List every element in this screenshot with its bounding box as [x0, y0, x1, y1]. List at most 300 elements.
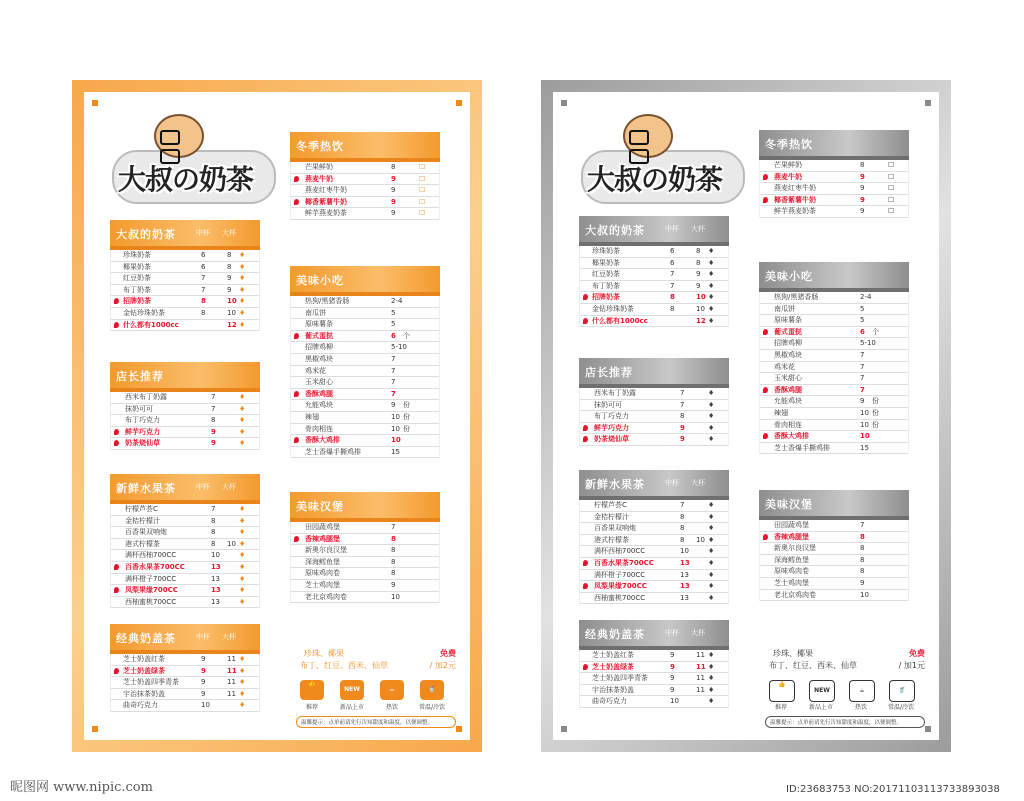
menu-item-row	[760, 172, 908, 184]
item-name: 满杯西柚700CC	[594, 547, 646, 556]
section-title: 美味汉堡	[765, 498, 813, 511]
item-price: 9	[860, 184, 865, 193]
item-name: 布丁巧克力	[594, 412, 629, 421]
item-price: 9	[391, 209, 396, 218]
item-name: 鲜芋巧克力	[125, 427, 160, 436]
section-title: 美味小吃	[765, 270, 813, 283]
drop-icon: ♦	[239, 404, 246, 413]
drop-icon: ♦	[708, 389, 715, 397]
section-header	[290, 266, 440, 296]
price-large: 11	[696, 674, 705, 683]
item-name: 西米布丁奶露	[125, 393, 167, 401]
menu-item-row	[580, 512, 728, 524]
section-burgers	[290, 492, 440, 603]
menu-rows	[290, 522, 440, 603]
menu-item-row	[760, 520, 908, 532]
item-price: 7	[680, 501, 685, 509]
section-header	[110, 624, 260, 654]
item-price: 7	[391, 366, 396, 375]
item-price: 9	[391, 401, 396, 410]
item-name: 鲜芋燕麦奶茶	[305, 209, 347, 218]
item-price: 8	[860, 532, 865, 541]
item-name: 芝士奶盖红茶	[592, 651, 634, 659]
drop-icon: ♦	[708, 304, 715, 313]
item-name: 芝士鸡肉堡	[305, 580, 340, 589]
item-name: 老北京鸡肉卷	[305, 592, 347, 601]
item-price: 8	[680, 412, 685, 421]
toppings-info	[765, 648, 925, 672]
drop-icon: ♦	[239, 689, 246, 698]
item-name: 玉米甜心	[774, 374, 802, 383]
drop-icon: ♦	[239, 285, 246, 294]
menu-item-row	[291, 424, 439, 436]
menu-item-row	[580, 581, 728, 593]
price-medium: 7	[670, 281, 675, 290]
legend-label: 新品上市	[339, 704, 364, 711]
item-price: 7	[211, 393, 216, 401]
item-price: 9	[860, 195, 865, 204]
legend-label: 热饮	[385, 704, 398, 711]
drop-icon: ♦	[239, 666, 246, 675]
item-price: 9	[680, 423, 685, 432]
item-price: 5	[391, 308, 396, 317]
topping-free-price: 免费	[440, 649, 456, 658]
size-large-label: 大杯	[222, 229, 236, 237]
section-header	[579, 358, 729, 388]
section-snacks	[290, 266, 440, 458]
item-name: 椰果奶茶	[592, 258, 620, 267]
cup-icon: ☐	[419, 186, 426, 195]
menu-item-row	[111, 550, 259, 562]
item-name: 满杯西柚700CC	[125, 551, 177, 560]
item-name: 芒果鲜奶	[305, 163, 333, 171]
item-name: 辣翅	[305, 412, 319, 421]
drop-icon: ♦	[708, 662, 715, 671]
menu-item-row	[760, 420, 908, 432]
price-large: 11	[696, 662, 706, 671]
item-price: 9	[860, 397, 865, 406]
item-unit: 份	[403, 401, 410, 410]
corner-mark	[92, 726, 98, 732]
item-name: 玉米甜心	[305, 378, 333, 387]
item-name: 金钻珍珠奶茶	[123, 308, 165, 317]
item-name: 奶茶烧仙草	[125, 439, 160, 448]
price-medium: 10	[670, 697, 679, 706]
board-inner	[553, 92, 939, 740]
price-large: 12	[227, 320, 237, 329]
cup-icon: ☐	[419, 209, 426, 218]
item-name: 芝士奶盖绿茶	[123, 666, 165, 675]
item-name: 招牌鸡柳	[305, 343, 333, 352]
drop-icon: ♦	[239, 516, 246, 525]
menu-item-row	[111, 654, 259, 666]
item-name: 奶茶烧仙草	[594, 435, 629, 444]
size-large-label: 大杯	[222, 483, 236, 491]
menu-item-row	[760, 183, 908, 195]
menu-item-row	[760, 315, 908, 327]
item-name: 招牌奶茶	[592, 293, 620, 302]
price-medium: 9	[201, 655, 206, 663]
section-fruit	[579, 470, 729, 604]
gray-menu-board	[541, 80, 951, 752]
price-medium: 9	[670, 674, 675, 683]
legend-label: 新品上市	[808, 704, 833, 711]
item-name: 黑椒鸡块	[774, 350, 802, 359]
menu-item-row	[760, 408, 908, 420]
menu-item-row	[580, 423, 728, 435]
section-title: 店长推荐	[585, 366, 633, 379]
legend-label: 常温/冷饮	[418, 704, 446, 711]
size-medium-label: 中杯	[196, 633, 210, 641]
item-name: 红豆奶茶	[123, 274, 151, 283]
corner-mark	[456, 100, 462, 106]
reminder-note: 温馨提示：点单前请先行告知甜度和温度，以便调整。	[296, 716, 456, 728]
menu-item-row	[760, 555, 908, 567]
item-name: 曲奇巧克力	[123, 701, 158, 710]
drop-icon: ♦	[708, 293, 715, 302]
item-name: 西柚蜜桃700CC	[594, 593, 646, 602]
price-medium: 8	[670, 304, 675, 313]
menu-item-row	[111, 250, 259, 262]
cup-icon: ☐	[419, 174, 426, 183]
topping-paid-price: / 加1元	[898, 661, 925, 670]
menu-item-row	[580, 400, 728, 412]
drop-icon: ♦	[239, 562, 246, 571]
size-medium-label: 中杯	[665, 225, 679, 233]
menu-item-row	[580, 662, 728, 674]
menu-item-row	[760, 160, 908, 172]
price-large: 8	[696, 258, 701, 267]
orange-menu-board	[72, 80, 482, 752]
item-price: 10	[391, 436, 401, 445]
size-large-label: 大杯	[691, 479, 705, 487]
price-medium: 8	[201, 308, 206, 317]
reminder-note: 温馨提示：点单前请先行告知甜度和温度，以便调整。	[765, 716, 925, 728]
menu-rows	[110, 392, 260, 450]
menu-item-row	[291, 400, 439, 412]
price-medium: 7	[670, 270, 675, 279]
cup-icon: ☐	[888, 184, 895, 193]
corner-mark	[92, 100, 98, 106]
item-price: 8	[211, 416, 216, 425]
price-medium: 7	[201, 285, 206, 294]
topping-free-list: 珍珠、椰果	[304, 649, 344, 658]
price-medium: 9	[670, 651, 675, 659]
menu-item-row	[111, 392, 259, 404]
item-name: 新奥尔良汉堡	[774, 544, 816, 553]
item-name: 百香水果茶700CC	[125, 562, 185, 571]
item-name: 招牌奶茶	[123, 297, 151, 306]
item-name: 葡式蛋挞	[774, 327, 802, 336]
item-name: 什么都有1000cc	[123, 320, 179, 329]
item-name: 椰香紫薯牛奶	[774, 195, 816, 204]
price-large: 12	[696, 316, 706, 325]
menu-item-row	[580, 258, 728, 270]
item-price: 8	[391, 534, 396, 543]
drop-icon: ♦	[708, 512, 715, 521]
menu-item-row	[580, 434, 728, 446]
price-large: 10	[696, 293, 706, 302]
menu-item-row	[291, 366, 439, 378]
size-medium-label: 中杯	[196, 229, 210, 237]
section-header	[579, 470, 729, 500]
topping-paid-price: / 加2元	[429, 661, 456, 670]
item-unit: 个	[403, 331, 410, 340]
item-name: 燕麦红枣牛奶	[305, 186, 347, 195]
menu-item-row	[760, 443, 908, 455]
section-winter	[759, 130, 909, 218]
menu-item-row	[291, 389, 439, 401]
menu-item-row	[291, 568, 439, 580]
size-medium-label: 中杯	[196, 483, 210, 491]
menu-item-row	[760, 543, 908, 555]
board-inner	[84, 92, 470, 740]
item-price: 8	[391, 569, 396, 578]
drop-icon: ♦	[708, 582, 715, 591]
menu-item-row	[111, 516, 259, 528]
section-title: 店长推荐	[116, 370, 164, 383]
menu-item-row	[580, 570, 728, 582]
menu-rows	[579, 500, 729, 604]
item-price: 8	[391, 557, 396, 566]
drop-icon: ♦	[708, 412, 715, 421]
item-price: 6	[391, 331, 396, 340]
item-name: 抹奶可可	[125, 404, 153, 413]
drop-icon: ♦	[239, 551, 246, 560]
item-price: 10	[860, 590, 869, 599]
drop-icon: ♦	[239, 320, 246, 329]
item-unit: 个	[872, 327, 879, 336]
menu-rows	[110, 250, 260, 331]
menu-item-row	[760, 362, 908, 374]
cup-icon: ☐	[419, 197, 426, 206]
item-name: 红豆奶茶	[592, 270, 620, 279]
menu-item-row	[291, 342, 439, 354]
drop-icon: ♦	[708, 501, 715, 509]
drop-icon: ♦	[708, 423, 715, 432]
price-large: 11	[696, 651, 705, 659]
item-price: 8	[680, 535, 685, 544]
drop-icon: ♦	[708, 435, 715, 444]
drop-icon: ♦	[708, 270, 715, 279]
menu-item-row	[291, 435, 439, 447]
menu-item-row	[760, 566, 908, 578]
item-name: 芝士奶盖四季青茶	[123, 678, 179, 687]
drop-icon: ♦	[239, 308, 246, 317]
item-name: 芝士香爆手撕鸡排	[305, 447, 361, 456]
item-price: 10	[860, 432, 870, 441]
section-manager	[110, 362, 260, 450]
drop-icon: ♦	[239, 597, 246, 606]
menu-item-row	[111, 285, 259, 297]
item-price: 7	[860, 350, 865, 359]
price-medium: 10	[201, 701, 210, 710]
section-header	[759, 130, 909, 160]
price-medium: 6	[201, 262, 206, 271]
price-medium: 9	[670, 685, 675, 694]
section-header	[579, 216, 729, 246]
menu-item-row	[111, 597, 259, 609]
menu-item-row	[760, 195, 908, 207]
menu-rows	[759, 292, 909, 454]
item-name: 鲜芋巧克力	[594, 423, 629, 432]
drop-icon: ♦	[708, 316, 715, 325]
menu-item-row	[580, 558, 728, 570]
item-name: 燕麦牛奶	[774, 172, 802, 181]
item-price: 13	[680, 582, 690, 591]
price-large: 8	[227, 251, 232, 259]
menu-item-row	[580, 411, 728, 423]
menu-item-row	[580, 316, 728, 328]
item-name: 百香果双响炮	[125, 528, 167, 537]
menu-item-row	[580, 281, 728, 293]
drop-icon: ♦	[239, 539, 246, 548]
corner-mark	[925, 100, 931, 106]
cup-icon: ☐	[888, 172, 895, 181]
item-price: 9	[860, 207, 865, 216]
item-price: 13	[680, 570, 689, 579]
price-medium: 9	[670, 662, 675, 671]
item-name: 芝士香爆手撕鸡排	[774, 443, 830, 452]
item-name: 曲奇巧克力	[592, 697, 627, 706]
menu-item-row	[760, 590, 908, 602]
section-cheese	[579, 620, 729, 708]
drop-icon: ♦	[239, 439, 246, 448]
menu-item-row	[760, 532, 908, 544]
cup-icon: ☐	[419, 163, 426, 171]
menu-item-row	[291, 197, 439, 209]
item-price: 8	[211, 516, 216, 525]
item-name: 允能鸡块	[774, 397, 802, 406]
menu-item-row	[580, 685, 728, 697]
drop-icon: ♦	[708, 535, 715, 544]
item-name: 鸡米花	[774, 362, 795, 371]
item-name: 宇治抹茶奶盖	[123, 689, 165, 698]
menu-item-row	[291, 557, 439, 569]
menu-item-row	[760, 373, 908, 385]
item-name: 布丁奶茶	[123, 285, 151, 294]
menu-item-row	[291, 174, 439, 186]
drop-icon: ♦	[708, 570, 715, 579]
drop-icon: ♦	[239, 505, 246, 513]
price-medium: 9	[201, 689, 206, 698]
item-name: 椰果奶茶	[123, 262, 151, 271]
cup-icon: ☐	[888, 161, 895, 169]
item-price: 8	[860, 567, 865, 576]
item-name: 招牌鸡柳	[774, 339, 802, 348]
menu-rows	[579, 650, 729, 708]
menu-item-row	[291, 354, 439, 366]
legend	[765, 680, 925, 710]
drop-icon: ♦	[708, 558, 715, 567]
legend-label: 热饮	[854, 704, 867, 711]
site-watermark: 昵图网 www.nipic.com	[10, 780, 153, 795]
cold-drink-icon: 🥤	[420, 680, 444, 700]
item-price: 7	[391, 389, 396, 398]
size-large-label: 大杯	[222, 633, 236, 641]
price-large: 9	[227, 285, 232, 294]
section-title: 冬季热饮	[765, 138, 813, 151]
item-price: 10	[860, 420, 869, 429]
item-price: 13	[680, 593, 689, 602]
menu-rows	[579, 246, 729, 327]
item-name: 葡式蛋挞	[305, 331, 333, 340]
cup-icon: ☐	[888, 207, 895, 216]
item-name: 百香水果茶700CC	[594, 558, 654, 567]
section-header	[290, 132, 440, 162]
item-price: 5	[391, 320, 396, 329]
item-price: 9	[860, 578, 865, 587]
menu-item-row	[760, 350, 908, 362]
corner-mark	[561, 100, 567, 106]
menu-item-row	[291, 319, 439, 331]
drop-icon: ♦	[239, 297, 246, 306]
item-price: 7	[860, 374, 865, 383]
menu-item-row	[111, 539, 259, 551]
menu-item-row	[580, 593, 728, 605]
menu-item-row	[580, 696, 728, 708]
item-name: 南瓜饼	[774, 304, 795, 313]
price-medium: 8	[670, 293, 675, 302]
section-title: 大叔的奶茶	[116, 228, 176, 241]
menu-rows	[110, 504, 260, 608]
price-large: 10	[227, 297, 237, 306]
price-medium: 6	[670, 258, 675, 267]
item-price: 13	[211, 562, 221, 571]
item-name: 港式柠檬茶	[125, 539, 160, 548]
cold-drink-icon: 🥤	[889, 680, 915, 702]
menu-item-row	[760, 396, 908, 408]
menu-item-row	[111, 666, 259, 678]
item-name: 凤梨果缘700CC	[594, 582, 647, 591]
item-price: 9	[680, 435, 685, 444]
item-price: 10	[680, 547, 689, 556]
item-price: 5	[860, 304, 865, 313]
item-name: 黑椒鸡块	[305, 354, 333, 363]
section-snacks	[759, 262, 909, 454]
brand-name: 大叔の奶茶	[587, 163, 723, 196]
menu-item-row	[580, 673, 728, 685]
item-name: 香酥鸡腿	[305, 389, 333, 398]
item-price: 8	[211, 539, 216, 548]
section-title: 大叔的奶茶	[585, 224, 645, 237]
item-name: 燕麦牛奶	[305, 174, 333, 183]
corner-mark	[561, 726, 567, 732]
item-price: 6	[860, 327, 865, 336]
menu-item-row	[291, 447, 439, 459]
section-title: 美味汉堡	[296, 500, 344, 513]
item-name: 原味鸡肉卷	[774, 567, 809, 576]
section-title: 美味小吃	[296, 274, 344, 287]
menu-item-row	[580, 388, 728, 400]
item-name: 老北京鸡肉卷	[774, 590, 816, 599]
menu-item-row	[111, 415, 259, 427]
item-price: 8	[391, 546, 396, 555]
item-name: 布丁奶茶	[592, 281, 620, 290]
menu-item-row	[580, 650, 728, 662]
item-price: 7	[680, 389, 685, 397]
size-medium-label: 中杯	[665, 629, 679, 637]
item-price: 7	[860, 385, 865, 394]
toppings-info	[296, 648, 456, 672]
item-name: 南瓜饼	[305, 308, 326, 317]
item-name: 芝士鸡肉堡	[774, 578, 809, 587]
item-name: 香辣鸡腿堡	[305, 534, 340, 543]
legend	[296, 680, 456, 710]
menu-item-row	[580, 546, 728, 558]
brand-logo	[581, 108, 741, 203]
item-price: 7	[391, 354, 396, 363]
